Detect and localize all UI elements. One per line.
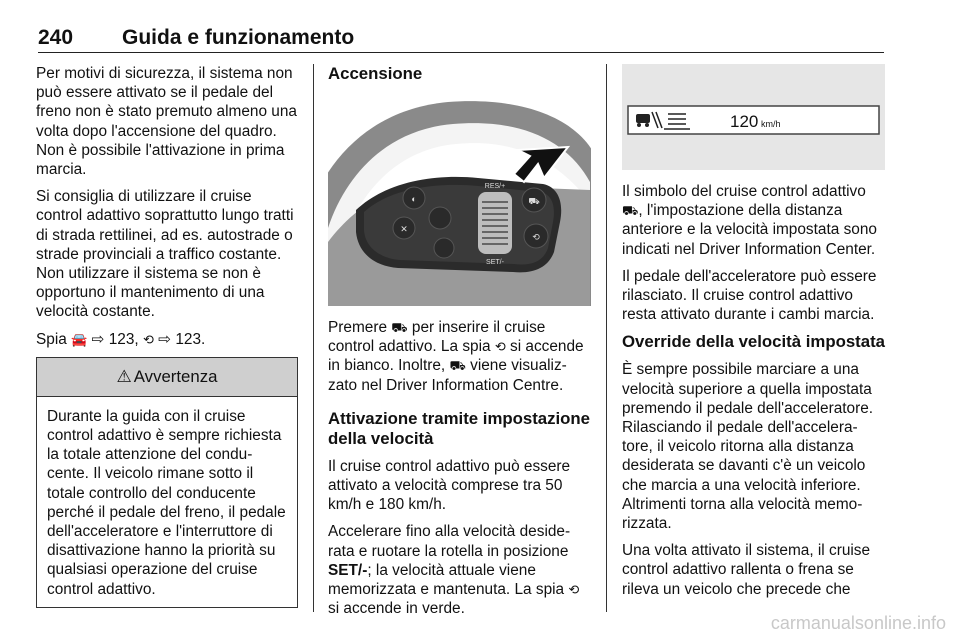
paragraph-premere <box>328 318 591 395</box>
acc-icon: ⛟ <box>449 358 466 374</box>
svg-text:◐: ◐ <box>411 194 417 204</box>
paragraph-pedale: Il pedale dell'acceleratore può essere rilasciato. Il cruise control adattivo resta attivato durante i cambi marcia. <box>622 267 877 324</box>
car-icon: 🚘 <box>71 331 88 347</box>
accelerare-text-b: ; la velocità attuale viene memorizzata e mantenuta. La spia <box>328 561 569 599</box>
svg-text:✕: ✕ <box>400 224 408 234</box>
cruise-control-icon: ⟲ <box>142 331 154 347</box>
premere-text-d: viene visualiz-zato nel Driver Information Centre. <box>328 357 567 394</box>
paragraph-override: È sempre possibile marciare a una velocità superiore a quella impostata premendo il pedale dell'acceleratore. Rilasciando il pedale dell'accelera-tore, il veicolo ritorna alla distanza desiderata se davanti c'è un veicolo che marcia a una velocità inferiore. Altrimenti torna alla velocità memo-rizzata. <box>622 361 874 533</box>
watermark: carmanualsonline.info <box>770 613 946 633</box>
paragraph-range: Il cruise control adattivo può essere attivato a velocità comprese tra 50 km/h e 180 km/h. <box>328 457 571 514</box>
column-1 <box>36 64 299 608</box>
simbolo-text-a: Il simbolo del cruise control adattivo <box>622 183 866 200</box>
heading-attivazione: Attivazione tramite impostazione della velocità <box>328 408 591 448</box>
premere-text-a: Premere <box>328 319 392 336</box>
spia-label: Spia <box>36 330 72 348</box>
set-minus-label: SET/- <box>328 561 368 579</box>
svg-text:⛟: ⛟ <box>528 196 540 206</box>
warning-icon: ⚠ <box>116 366 132 386</box>
column-divider-2 <box>606 64 607 612</box>
res-label: RES/+ <box>484 183 506 190</box>
driver-info-display-image <box>622 64 885 170</box>
paragraph-accelerare <box>328 522 591 618</box>
heading-accensione: Accensione <box>328 64 423 83</box>
heading-override: Override della velocità impostata <box>622 332 886 352</box>
display-unit: km/h <box>761 119 781 129</box>
cruise-control-icon: ⟲ <box>494 339 506 355</box>
acc-icon: ⛟ <box>622 203 639 219</box>
column-3 <box>622 64 885 607</box>
premere-text-c: si accende in bianco. Inoltre, <box>328 338 584 375</box>
paragraph-simbolo <box>622 182 885 259</box>
display-speed: 120 <box>730 112 759 131</box>
steering-wheel-image <box>328 92 591 306</box>
warning-body <box>37 397 297 607</box>
column-divider-1 <box>313 64 314 612</box>
simbolo-text-b: , l'impostazione della distanza anteriore e la velocità impostata sono indicati nel Driver Information Center. <box>622 202 877 258</box>
header-divider <box>38 52 884 53</box>
spia-ref-2: ⇨ 123. <box>153 330 206 348</box>
paragraph-safety: Per motivi di sicurezza, il sistema non può essere attivato se il pedale del freno non è stato premuto almeno una volta dopo l'accensione del quadro. Non è possibile l'attivazione in prima marcia. <box>36 65 297 179</box>
acc-icon: ⛟ <box>391 320 408 335</box>
column-2 <box>328 64 591 626</box>
paragraph-rallenta: Una volta attivato il sistema, il cruise control adattivo rallenta o frena se rileva un veicolo che precede che <box>622 542 871 598</box>
accelerare-text-c: si accende in verde. <box>328 600 465 618</box>
warning-header <box>37 358 297 397</box>
warning-text: Durante la guida con il cruise control adattivo è sempre richiesta la totale attenzione del condu-cente. Il veicolo rimane sotto il totale controllo del conducente perché il pedale del freno, il pedale dell'acceleratore e l'interruttore di disattivazione hanno la priorità su qualsiasi operazione del cruise control adattivo. <box>47 407 286 598</box>
page-number: 240 <box>38 26 74 49</box>
warning-box <box>36 357 298 608</box>
set-label: SET/- <box>486 259 504 266</box>
svg-text:⟲: ⟲ <box>532 232 540 242</box>
cruise-control-icon: ⟲ <box>568 582 580 598</box>
spia-ref-1: ⇨ 123, <box>87 330 143 348</box>
paragraph-spia <box>36 330 299 349</box>
paragraph-recommendation: Si consiglia di utilizzare il cruise control adattivo soprattutto lungo tratti di strada rettilinei, ad es. autostrade o strade provinciali a traffico costante. Non utilizzare il sistema se non è opportuno il mantenimento di una velocità costante. <box>36 188 294 321</box>
page-title: Guida e funzionamento <box>122 26 355 49</box>
accelerare-text-a: Accelerare fino alla velocità deside-rata e ruotare la rotella in posizione <box>328 523 571 560</box>
premere-text-b: per inserire il cruise control adattivo. La spia <box>328 319 546 356</box>
warning-title: Avvertenza <box>133 366 218 386</box>
